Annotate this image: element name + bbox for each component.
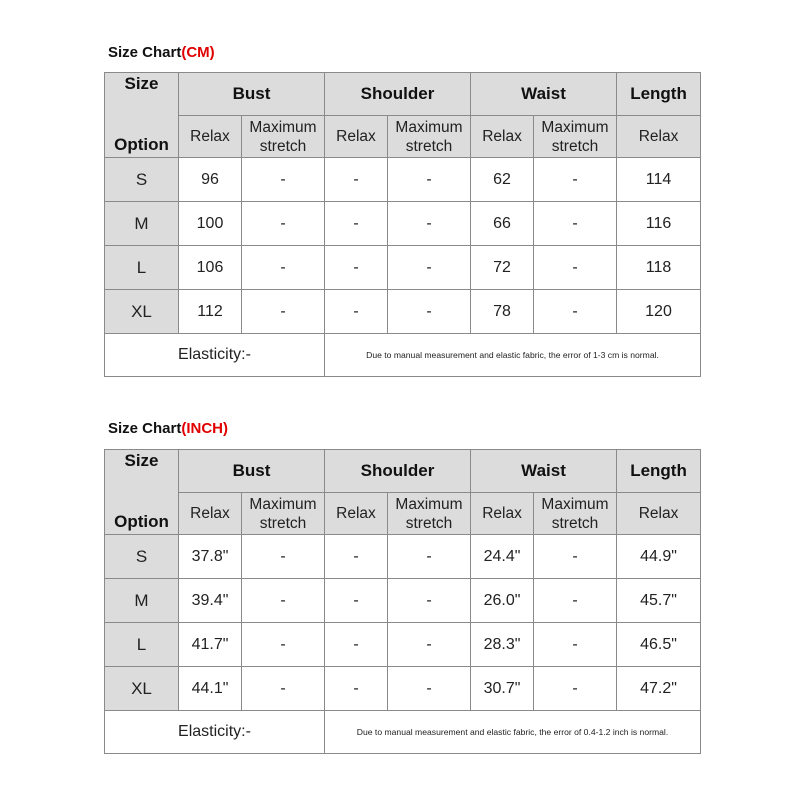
length-relax-cell: 120 xyxy=(617,290,701,334)
bust-relax-cell: 39.4" xyxy=(179,579,242,623)
length-relax-header: Relax xyxy=(617,116,701,158)
bust-relax-header: Relax xyxy=(179,116,242,158)
shoulder-relax-cell: - xyxy=(325,667,388,711)
size-cell: XL xyxy=(105,290,179,334)
waist-relax-cell: 62 xyxy=(471,158,534,202)
bust-max-header: Maximum stretch xyxy=(242,493,325,535)
shoulder-max-cell: - xyxy=(388,290,471,334)
shoulder-max-cell: - xyxy=(388,202,471,246)
waist-max-header: Maximum stretch xyxy=(534,493,617,535)
length-relax-cell: 46.5" xyxy=(617,623,701,667)
bust-max-cell: - xyxy=(242,158,325,202)
waist-relax-cell: 26.0" xyxy=(471,579,534,623)
waist-max-cell: - xyxy=(534,623,617,667)
measurement-note: Due to manual measurement and elastic fabric, the error of 1-3 cm is normal. xyxy=(325,334,701,377)
size-cell: M xyxy=(105,579,179,623)
bust-relax-cell: 44.1" xyxy=(179,667,242,711)
shoulder-max-cell: - xyxy=(388,246,471,290)
length-header: Length xyxy=(617,450,701,493)
shoulder-relax-cell: - xyxy=(325,579,388,623)
shoulder-relax-header: Relax xyxy=(325,493,388,535)
title-text: Size Chart xyxy=(108,420,182,437)
shoulder-max-cell: - xyxy=(388,158,471,202)
size-cell: S xyxy=(105,535,179,579)
shoulder-relax-cell: - xyxy=(325,158,388,202)
waist-relax-cell: 78 xyxy=(471,290,534,334)
waist-relax-header: Relax xyxy=(471,116,534,158)
shoulder-relax-cell: - xyxy=(325,623,388,667)
length-relax-cell: 47.2" xyxy=(617,667,701,711)
bust-max-cell: - xyxy=(242,246,325,290)
waist-max-cell: - xyxy=(534,202,617,246)
bust-relax-cell: 100 xyxy=(179,202,242,246)
shoulder-relax-cell: - xyxy=(325,535,388,579)
title-unit: (CM) xyxy=(181,44,215,61)
bust-max-cell: - xyxy=(242,579,325,623)
bust-max-cell: - xyxy=(242,535,325,579)
shoulder-relax-cell: - xyxy=(325,202,388,246)
table-row xyxy=(105,246,701,290)
bust-max-header: Maximum stretch xyxy=(242,116,325,158)
waist-max-cell: - xyxy=(534,579,617,623)
waist-max-cell: - xyxy=(534,246,617,290)
size-header-label: Size xyxy=(124,74,159,93)
shoulder-relax-cell: - xyxy=(325,290,388,334)
shoulder-max-header: Maximum stretch xyxy=(388,116,471,158)
table-row xyxy=(105,202,701,246)
table-row xyxy=(105,158,701,202)
waist-relax-cell: 24.4" xyxy=(471,535,534,579)
shoulder-max-cell: - xyxy=(388,667,471,711)
bust-relax-cell: 41.7" xyxy=(179,623,242,667)
shoulder-header: Shoulder xyxy=(325,73,471,116)
table-row xyxy=(105,579,701,623)
measurement-note: Due to manual measurement and elastic fabric, the error of 0.4-1.2 inch is normal. xyxy=(325,711,701,754)
bust-header: Bust xyxy=(179,73,325,116)
waist-header: Waist xyxy=(471,450,617,493)
size-chart-inch-table xyxy=(104,449,701,754)
table-row xyxy=(105,623,701,667)
length-relax-cell: 116 xyxy=(617,202,701,246)
waist-relax-cell: 72 xyxy=(471,246,534,290)
waist-relax-cell: 28.3" xyxy=(471,623,534,667)
shoulder-header: Shoulder xyxy=(325,450,471,493)
title-unit: (INCH) xyxy=(181,420,229,437)
length-header: Length xyxy=(617,73,701,116)
length-relax-header: Relax xyxy=(617,493,701,535)
size-chart-inch-title xyxy=(108,420,228,437)
bust-header: Bust xyxy=(179,450,325,493)
shoulder-max-cell: - xyxy=(388,623,471,667)
waist-header: Waist xyxy=(471,73,617,116)
bust-max-cell: - xyxy=(242,667,325,711)
waist-max-cell: - xyxy=(534,667,617,711)
length-relax-cell: 118 xyxy=(617,246,701,290)
waist-max-header: Maximum stretch xyxy=(534,116,617,158)
shoulder-max-cell: - xyxy=(388,535,471,579)
bust-relax-cell: 37.8" xyxy=(179,535,242,579)
size-cell: M xyxy=(105,202,179,246)
bust-max-cell: - xyxy=(242,623,325,667)
length-relax-cell: 44.9" xyxy=(617,535,701,579)
option-header-label: Option xyxy=(114,135,169,154)
option-header-label: Option xyxy=(114,512,169,531)
shoulder-max-header: Maximum stretch xyxy=(388,493,471,535)
bust-max-cell: - xyxy=(242,290,325,334)
table-row xyxy=(105,535,701,579)
table-row xyxy=(105,290,701,334)
size-chart-cm-title xyxy=(108,44,215,61)
shoulder-relax-cell: - xyxy=(325,246,388,290)
bust-relax-cell: 96 xyxy=(179,158,242,202)
length-relax-cell: 114 xyxy=(617,158,701,202)
size-chart-cm-table xyxy=(104,72,701,377)
waist-max-cell: - xyxy=(534,158,617,202)
bust-relax-cell: 106 xyxy=(179,246,242,290)
waist-relax-cell: 66 xyxy=(471,202,534,246)
bust-relax-header: Relax xyxy=(179,493,242,535)
elasticity-row xyxy=(105,334,701,377)
shoulder-max-cell: - xyxy=(388,579,471,623)
length-relax-cell: 45.7" xyxy=(617,579,701,623)
size-option-header xyxy=(105,450,179,535)
size-cell: S xyxy=(105,158,179,202)
size-cell: L xyxy=(105,623,179,667)
elasticity-label: Elasticity:- xyxy=(105,334,325,377)
waist-relax-cell: 30.7" xyxy=(471,667,534,711)
title-text: Size Chart xyxy=(108,44,182,61)
waist-relax-header: Relax xyxy=(471,493,534,535)
size-option-header xyxy=(105,73,179,158)
bust-relax-cell: 112 xyxy=(179,290,242,334)
size-cell: XL xyxy=(105,667,179,711)
waist-max-cell: - xyxy=(534,290,617,334)
shoulder-relax-header: Relax xyxy=(325,116,388,158)
table-row xyxy=(105,667,701,711)
waist-max-cell: - xyxy=(534,535,617,579)
size-header-label: Size xyxy=(124,451,159,470)
elasticity-label: Elasticity:- xyxy=(105,711,325,754)
elasticity-row xyxy=(105,711,701,754)
size-cell: L xyxy=(105,246,179,290)
bust-max-cell: - xyxy=(242,202,325,246)
